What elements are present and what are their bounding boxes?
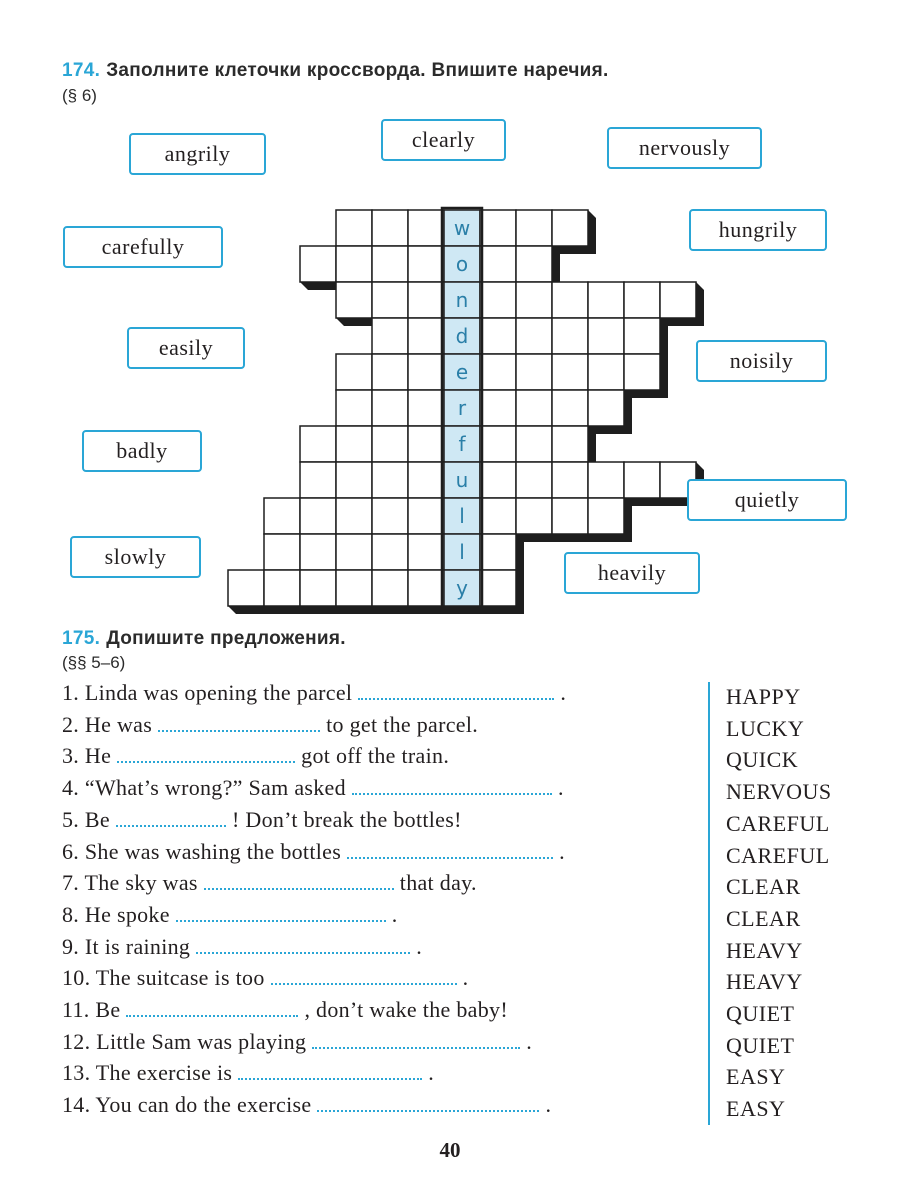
sentence-text: 12. Little Sam was playing xyxy=(62,1028,307,1054)
sentence-row xyxy=(62,680,566,706)
exercise-number: 175. xyxy=(62,628,101,649)
crossword-cell[interactable] xyxy=(588,390,624,426)
word-box-heavily: heavily xyxy=(564,552,700,594)
sentence-text: 4. “What’s wrong?” Sam asked xyxy=(62,775,346,801)
key-letter: y xyxy=(456,576,468,600)
crossword-cell[interactable] xyxy=(372,390,408,426)
crossword-cell[interactable] xyxy=(408,426,444,462)
crossword-cell[interactable] xyxy=(336,390,372,426)
key-letter: r xyxy=(457,396,467,420)
word-box-clearly: clearly xyxy=(381,119,506,161)
sentence-text: . xyxy=(416,933,423,959)
crossword-cell[interactable] xyxy=(516,390,552,426)
answer-blank[interactable] xyxy=(347,843,553,859)
crossword-cell[interactable] xyxy=(408,570,444,606)
crossword-cell[interactable] xyxy=(588,282,624,318)
crossword-cell[interactable] xyxy=(552,282,588,318)
exercise-title: Заполните клеточки кроссворда. Впишите наречия. xyxy=(106,60,609,81)
exercise-175-heading xyxy=(62,628,346,650)
key-letter: l xyxy=(459,504,465,528)
divider-line xyxy=(708,682,710,1125)
crossword-cell[interactable] xyxy=(624,318,660,354)
source-word: EASY xyxy=(726,1096,786,1122)
crossword-cell[interactable] xyxy=(408,282,444,318)
exercise-reference: (§ 6) xyxy=(62,86,97,105)
page-number: 40 xyxy=(439,1138,461,1162)
source-word: CLEAR xyxy=(726,874,801,900)
sentence-row xyxy=(62,839,565,865)
crossword-cell[interactable] xyxy=(588,462,624,498)
crossword-cell[interactable] xyxy=(480,570,516,606)
crossword-cell[interactable] xyxy=(336,354,372,390)
sentence-text: 14. You can do the exercise xyxy=(62,1092,312,1118)
sentence-text: . xyxy=(559,838,565,864)
key-letter: n xyxy=(455,288,469,312)
sentence-text: . xyxy=(462,965,469,991)
sentence-text: . xyxy=(428,1060,435,1086)
sentence-row xyxy=(62,1029,532,1055)
crossword-cell[interactable] xyxy=(624,462,660,498)
crossword-cell[interactable] xyxy=(552,390,588,426)
word-box-noisily: noisily xyxy=(696,340,827,382)
word-box-carefully: carefully xyxy=(63,226,223,268)
sentence-row xyxy=(62,712,478,738)
sentence-row xyxy=(62,775,564,801)
answer-blank[interactable] xyxy=(317,1096,539,1112)
crossword-cell[interactable] xyxy=(372,426,408,462)
crossword-cell[interactable] xyxy=(300,534,336,570)
answer-blank[interactable] xyxy=(238,1064,422,1080)
crossword-cell[interactable] xyxy=(588,498,624,534)
crossword-cell[interactable] xyxy=(588,318,624,354)
exercise-reference: (§§ 5–6) xyxy=(62,653,126,672)
crossword-cell[interactable] xyxy=(300,570,336,606)
source-word: QUICK xyxy=(726,747,799,773)
sentence-text: 8. He spoke xyxy=(62,901,170,927)
key-letter: u xyxy=(455,468,469,492)
exercise-number: 174. xyxy=(62,60,101,81)
source-word: HAPPY xyxy=(726,684,801,709)
answer-blank[interactable] xyxy=(116,811,226,827)
crossword-cell[interactable] xyxy=(336,282,372,318)
word-box-easily: easily xyxy=(127,327,245,369)
sentence-row xyxy=(62,1092,551,1118)
crossword-cell[interactable] xyxy=(480,282,516,318)
sentence-text: 7. The sky was xyxy=(62,870,198,896)
answer-blank[interactable] xyxy=(352,779,552,795)
sentence-text: 10. The suitcase is too xyxy=(62,965,265,991)
crossword-cell[interactable] xyxy=(480,354,516,390)
crossword-cell[interactable] xyxy=(300,498,336,534)
sentence-row xyxy=(62,807,462,833)
crossword-cell[interactable] xyxy=(372,210,408,246)
sentence-text: 3. He xyxy=(62,743,112,769)
crossword-cell[interactable] xyxy=(552,498,588,534)
source-word: CAREFUL xyxy=(726,842,830,868)
sentence-text: 6. She was washing the bottles xyxy=(62,838,342,864)
crossword-cell[interactable] xyxy=(552,462,588,498)
sentence-row xyxy=(62,997,508,1023)
key-letter: l xyxy=(459,540,465,564)
sentence-text: 5. Be xyxy=(62,806,110,832)
crossword-cell[interactable] xyxy=(480,390,516,426)
crossword-cell[interactable] xyxy=(336,210,372,246)
crossword-cell[interactable] xyxy=(264,570,300,606)
sentence-text: . xyxy=(391,901,398,927)
key-letter: e xyxy=(455,360,469,384)
crossword-cell[interactable] xyxy=(264,534,300,570)
sentence-text: 11. Be xyxy=(62,997,121,1022)
crossword-cell[interactable] xyxy=(480,318,516,354)
crossword-cell[interactable] xyxy=(516,318,552,354)
source-word: NERVOUS xyxy=(726,779,832,805)
crossword-cell[interactable] xyxy=(552,318,588,354)
source-word: QUIET xyxy=(726,1032,795,1058)
sentence-text: 1. Linda was opening the parcel xyxy=(62,680,353,705)
sentence-row xyxy=(62,870,477,896)
sentence-text: . xyxy=(557,775,564,801)
crossword-cell[interactable] xyxy=(372,282,408,318)
source-word: HEAVY xyxy=(726,937,803,963)
sentence-text: ! Don’t break the bottles! xyxy=(231,806,462,832)
crossword-cell[interactable] xyxy=(408,498,444,534)
crossword-cell[interactable] xyxy=(408,318,444,354)
sentence-row xyxy=(62,934,422,960)
crossword-cell[interactable] xyxy=(372,534,408,570)
crossword-cell[interactable] xyxy=(372,318,408,354)
crossword-cell[interactable] xyxy=(408,246,444,282)
crossword-cell[interactable] xyxy=(300,426,336,462)
crossword-cell[interactable] xyxy=(480,462,516,498)
answer-blank[interactable] xyxy=(271,969,457,985)
crossword-cell[interactable] xyxy=(516,246,552,282)
key-letter: d xyxy=(455,324,469,348)
crossword-cell[interactable] xyxy=(372,354,408,390)
crossword-cell[interactable] xyxy=(480,498,516,534)
sentence-row xyxy=(62,1060,434,1086)
crossword-cell[interactable] xyxy=(336,246,372,282)
sentence-text: 9. It is raining xyxy=(62,933,191,959)
crossword-cell[interactable] xyxy=(372,246,408,282)
key-letter: o xyxy=(455,252,469,276)
answer-blank[interactable] xyxy=(358,684,554,700)
crossword-cell[interactable] xyxy=(480,534,516,570)
answer-blank[interactable] xyxy=(117,747,295,763)
sentence-text: that day. xyxy=(399,870,477,896)
crossword-cell[interactable] xyxy=(624,282,660,318)
crossword-cell[interactable] xyxy=(372,498,408,534)
word-box-badly: badly xyxy=(82,430,202,472)
crossword-cell[interactable] xyxy=(372,570,408,606)
crossword-cell[interactable] xyxy=(480,246,516,282)
word-box-hungrily: hungrily xyxy=(689,209,827,251)
source-word: EASY xyxy=(726,1064,786,1090)
sentence-row xyxy=(62,743,449,769)
answer-blank[interactable] xyxy=(126,1001,298,1017)
crossword-cell[interactable] xyxy=(372,462,408,498)
sentence-text: 2. He was xyxy=(62,711,153,737)
word-box-quietly: quietly xyxy=(687,479,847,521)
answer-blank[interactable] xyxy=(176,906,386,922)
exercise-title: Допишите предложения. xyxy=(106,628,346,649)
sentence-text: . xyxy=(560,680,567,705)
source-word: QUIET xyxy=(726,1001,795,1026)
sentence-row xyxy=(62,902,398,928)
sentence-text: . xyxy=(545,1092,552,1118)
crossword-cell[interactable] xyxy=(264,498,300,534)
crossword-cell[interactable] xyxy=(480,210,516,246)
crossword-cell[interactable] xyxy=(516,462,552,498)
word-box-slowly: slowly xyxy=(70,536,201,578)
sentence-text: got off the train. xyxy=(301,743,450,769)
sentence-text: . xyxy=(526,1028,533,1054)
crossword-cell[interactable] xyxy=(552,354,588,390)
crossword-cell[interactable] xyxy=(516,210,552,246)
crossword-cell[interactable] xyxy=(300,246,336,282)
crossword-cell[interactable] xyxy=(336,570,372,606)
crossword-cell[interactable] xyxy=(336,534,372,570)
crossword-cell[interactable] xyxy=(408,210,444,246)
crossword-cell[interactable] xyxy=(588,354,624,390)
sentence-text: 13. The exercise is xyxy=(62,1060,233,1086)
sentence-row xyxy=(62,965,468,991)
key-letter: w xyxy=(453,216,471,240)
crossword-cell[interactable] xyxy=(552,210,588,246)
sentence-text: to get the parcel. xyxy=(326,711,479,737)
crossword-cell[interactable] xyxy=(624,354,660,390)
source-word: LUCKY xyxy=(726,715,805,741)
crossword-cell[interactable] xyxy=(660,282,696,318)
crossword-cell[interactable] xyxy=(480,426,516,462)
key-letter: f xyxy=(458,432,466,456)
crossword-cell[interactable] xyxy=(336,426,372,462)
answer-blank[interactable] xyxy=(204,874,394,890)
crossword-cell[interactable] xyxy=(408,534,444,570)
crossword-cell[interactable] xyxy=(300,462,336,498)
crossword-cell[interactable] xyxy=(408,354,444,390)
crossword-cell[interactable] xyxy=(552,426,588,462)
sentence-text: , don’t wake the baby! xyxy=(304,997,508,1022)
crossword-cell[interactable] xyxy=(408,390,444,426)
answer-blank[interactable] xyxy=(196,938,410,954)
source-word: HEAVY xyxy=(726,969,803,995)
answer-blank[interactable] xyxy=(312,1033,520,1049)
source-word: CAREFUL xyxy=(726,810,830,836)
crossword-cell[interactable] xyxy=(516,426,552,462)
crossword-cell[interactable] xyxy=(516,498,552,534)
word-box-nervously: nervously xyxy=(607,127,762,169)
crossword-cell[interactable] xyxy=(408,462,444,498)
crossword-cell[interactable] xyxy=(516,354,552,390)
crossword-cell[interactable] xyxy=(336,498,372,534)
crossword-cell[interactable] xyxy=(516,282,552,318)
source-word: CLEAR xyxy=(726,905,801,931)
crossword-cell[interactable] xyxy=(228,570,264,606)
answer-blank[interactable] xyxy=(158,716,320,732)
crossword-cell[interactable] xyxy=(336,462,372,498)
word-box-angrily: angrily xyxy=(129,133,266,175)
